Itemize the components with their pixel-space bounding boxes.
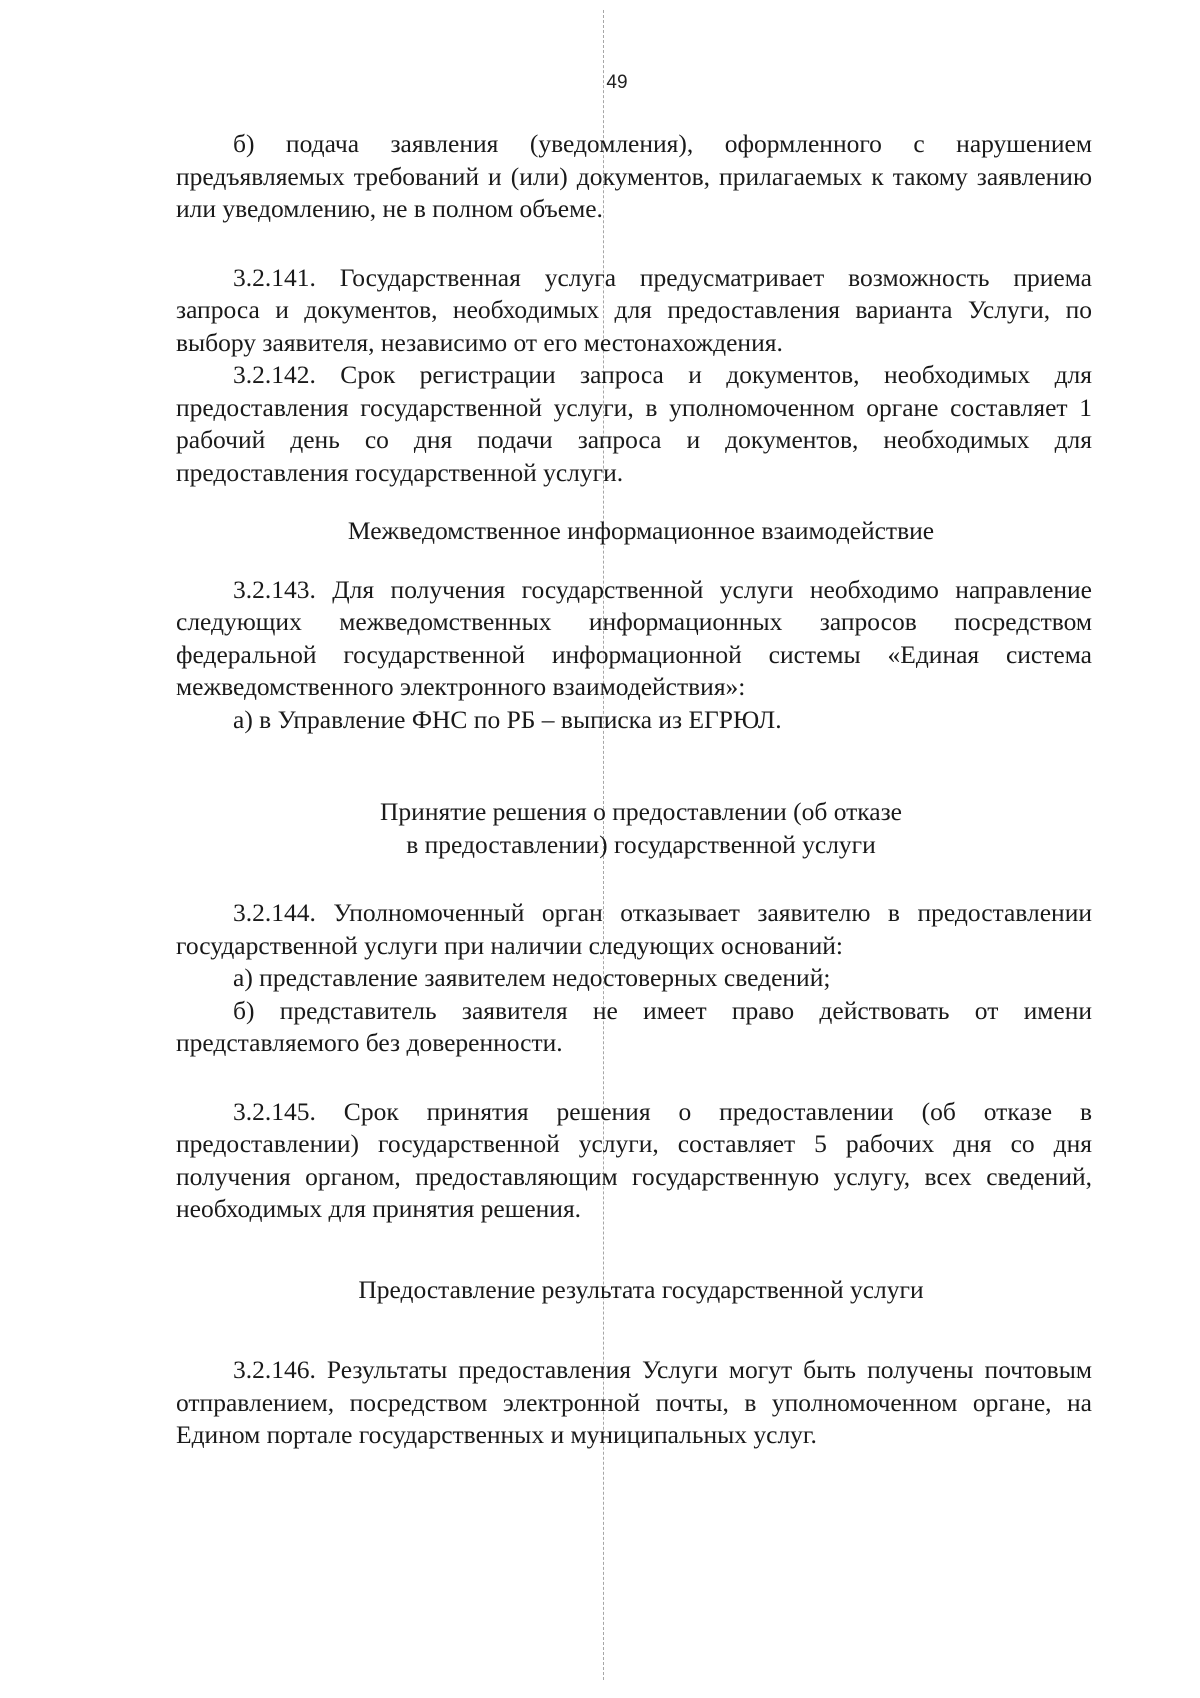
paragraph-refusal-b: б) представитель заявителя не имеет право действовать от имени представляемого без доверенности. — [176, 995, 1092, 1057]
section-heading-decision-line2: в предоставлении) государственной услуги — [406, 829, 876, 859]
paragraph-3-2-143: 3.2.143. Для получения государственной услуги необходимо направление следующих межведомственных информационных запросов посредством федеральной государственной информационной системы «Единая система межведомственного электронного взаимодействия»: — [176, 574, 1092, 701]
paragraph-refusal-a: а) представление заявителем недостоверных сведений; — [233, 963, 831, 992]
document-body — [176, 128, 1092, 1452]
page-number: 49 — [606, 72, 628, 93]
paragraph-b-submission: б) подача заявления (уведомления), оформленного с нарушением предъявляемых требований и (или) документов, прилагаемых к такому заявлению или уведомлению, не в полном объеме. — [176, 129, 1092, 223]
section-heading-result: Предоставление результата государственной услуги — [358, 1274, 924, 1304]
paragraph-3-2-141: 3.2.141. Государственная услуга предусматривает возможность приема запроса и документов, необходимых для предоставления варианта Услуги, по выбору заявителя, независимо от его местонахождения. — [176, 262, 1092, 357]
paragraph-3-2-144: 3.2.144. Уполномоченный орган отказывает заявителю в предоставлении государственной услуги при наличии следующих оснований: — [176, 898, 1092, 960]
paragraph-3-2-146: 3.2.146. Результаты предоставления Услуги могут быть получены почтовым отправлением, посредством электронной почты, в уполномоченном органе, на Едином портале государственных и муниципальных услуг. — [176, 1355, 1092, 1449]
section-heading-interagency: Межведомственное информационное взаимодействие — [347, 516, 935, 545]
section-heading-decision-line1: Принятие решения о предоставлении (об отказе — [380, 797, 902, 826]
paragraph-3-2-145: 3.2.145. Срок принятия решения о предоставлении (об отказе в предоставлении) государственной услуги, составляет 5 рабочих дня со дня получения органом, предоставляющим государственную услугу, всех сведений, необходимых для принятия решения. — [176, 1096, 1092, 1223]
paragraph-3-2-142: 3.2.142. Срок регистрации запроса и документов, необходимых для предоставления государственной услуги, в уполномоченном органе составляет 1 рабочий день со дня подачи запроса и документов, необходимых для предоставления государственной услуги. — [176, 360, 1092, 487]
paragraph-fns-request: а) в Управление ФНС по РБ – выписка из ЕГРЮЛ. — [233, 704, 782, 734]
